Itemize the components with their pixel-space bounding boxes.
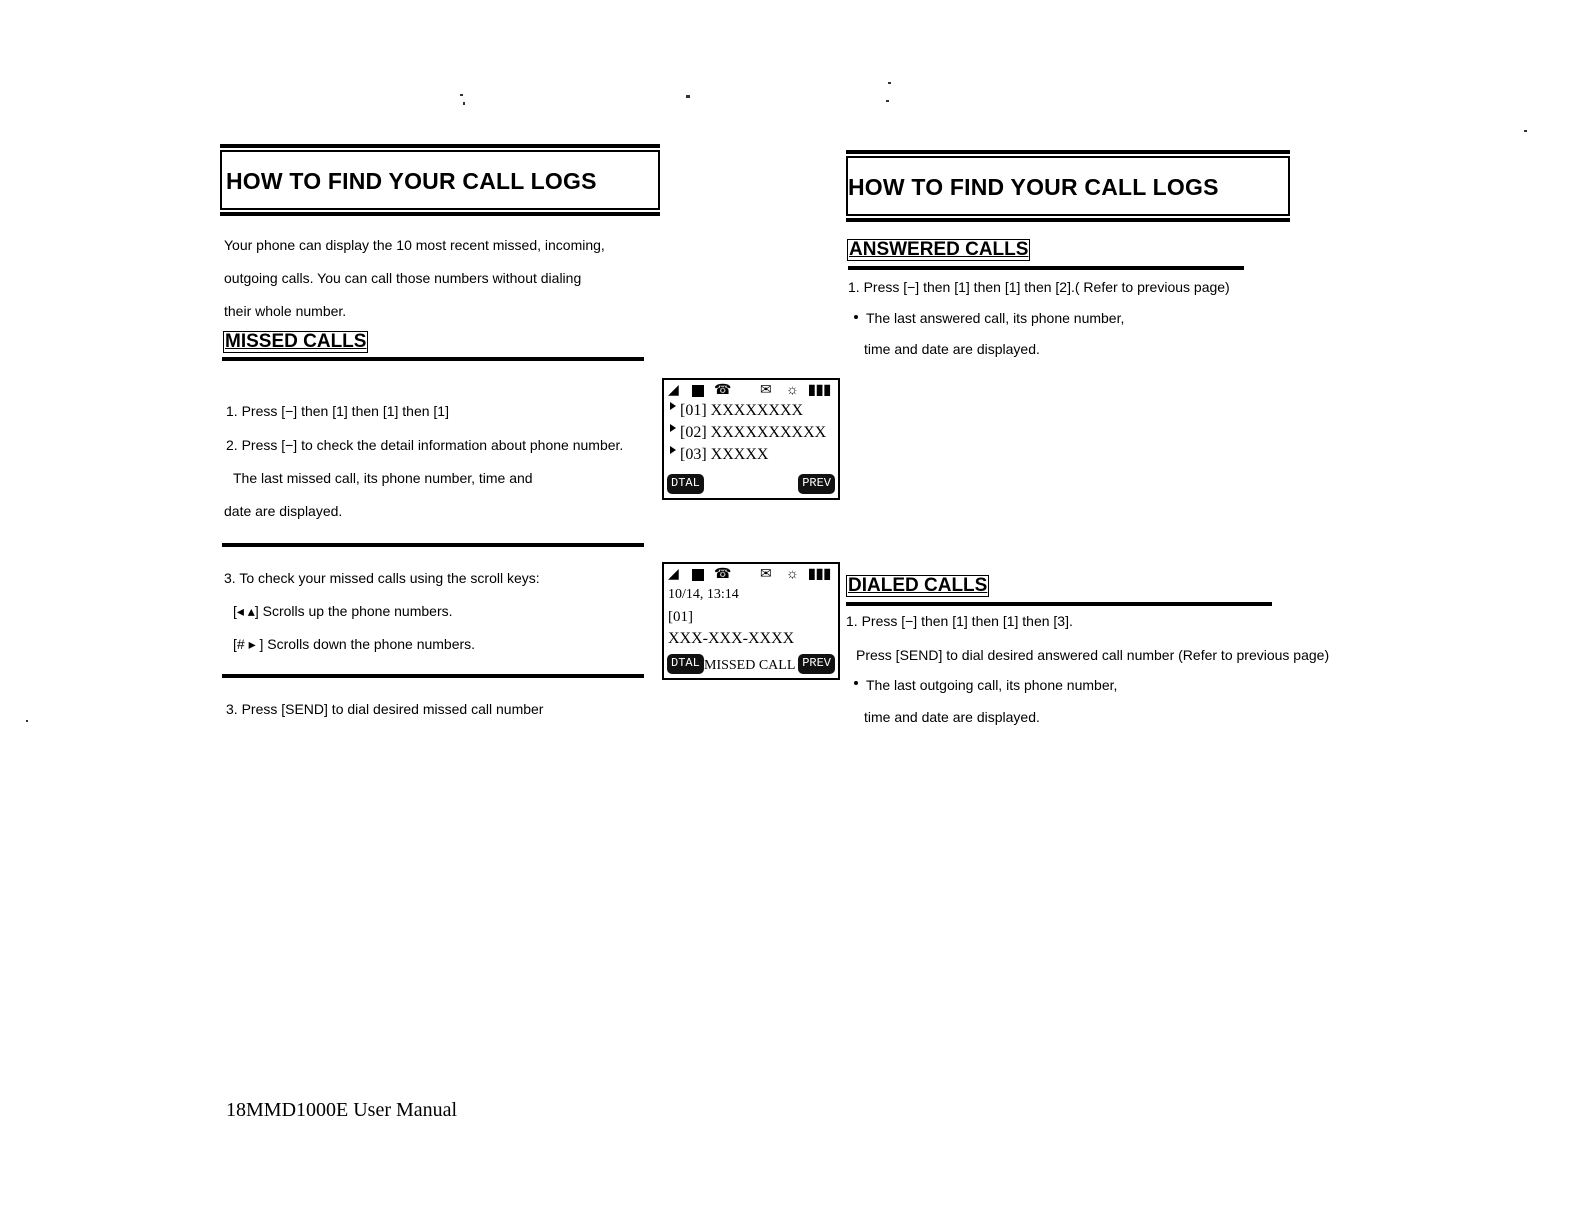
call-list-row: [03] XXXXX bbox=[670, 446, 768, 464]
intro-line-3: their whole number. bbox=[224, 303, 347, 319]
scan-speck bbox=[886, 100, 889, 102]
scroll-up-text: [◂ ▴] Scrolls up the phone numbers. bbox=[233, 603, 453, 619]
battery-icon: ▮▮▮ bbox=[808, 567, 832, 582]
alarm-icon: ☼ bbox=[786, 567, 799, 582]
missed-step-2-note-b: date are displayed. bbox=[224, 503, 343, 519]
scan-speck bbox=[888, 82, 891, 84]
missed-step-1: 1. Press [−] then [1] then [1] then [1] bbox=[226, 403, 449, 419]
answered-note-b: time and date are displayed. bbox=[864, 341, 1040, 357]
alarm-icon: ☼ bbox=[786, 383, 799, 398]
sim-icon bbox=[692, 385, 704, 397]
right-title-box bbox=[846, 156, 1290, 216]
call-list-row: [01] XXXXXXXX bbox=[670, 402, 803, 420]
section-rule bbox=[222, 357, 644, 361]
call-number: XXX-XXX-XXXX bbox=[668, 630, 795, 647]
title-bottom-rule bbox=[846, 218, 1290, 222]
scroll-down-text: [# ▸ ] Scrolls down the phone numbers. bbox=[233, 636, 476, 652]
detail-softkey: DTAL bbox=[667, 474, 704, 494]
bullet-icon bbox=[854, 315, 858, 319]
dialed-note-a: The last outgoing call, its phone number, bbox=[866, 677, 1118, 693]
sim-icon bbox=[692, 569, 704, 581]
pointer-icon bbox=[670, 424, 676, 432]
section-rule bbox=[222, 674, 644, 678]
bullet-icon bbox=[854, 681, 858, 685]
detail-softkey: DTAL bbox=[667, 654, 704, 674]
envelope-icon: ✉ bbox=[760, 383, 772, 398]
call-status: MISSED CALL bbox=[704, 658, 796, 673]
pointer-icon bbox=[670, 446, 676, 454]
status-bar bbox=[666, 566, 836, 584]
missed-step-3: 3. To check your missed calls using the scroll keys: bbox=[224, 570, 540, 586]
answered-calls-heading: ANSWERED CALLS bbox=[849, 239, 1029, 260]
section-rule bbox=[846, 602, 1272, 606]
section-rule bbox=[222, 543, 644, 547]
phone-icon: ☎ bbox=[714, 383, 732, 398]
page-title: HOW TO FIND YOUR CALL LOGS bbox=[226, 168, 597, 194]
title-top-rule bbox=[846, 150, 1290, 154]
intro-line-1: Your phone can display the 10 most recent missed, incoming, bbox=[224, 237, 605, 253]
signal-icon: ◢ bbox=[668, 383, 679, 398]
footer-manual-title: 18MMD1000E User Manual bbox=[226, 1099, 458, 1121]
pointer-icon bbox=[670, 402, 676, 410]
call-date: 10/14, 13:14 bbox=[668, 587, 739, 602]
scan-speck bbox=[26, 720, 28, 722]
missed-calls-heading: MISSED CALLS bbox=[225, 331, 367, 352]
dialed-step-1: 1. Press [−] then [1] then [1] then [3]. bbox=[846, 613, 1073, 629]
prev-softkey: PREV bbox=[798, 654, 835, 674]
envelope-icon: ✉ bbox=[760, 567, 772, 582]
page-title: HOW TO FIND YOUR CALL LOGS bbox=[848, 174, 1219, 200]
dialed-calls-heading: DIALED CALLS bbox=[848, 575, 988, 596]
dialed-step-2: Press [SEND] to dial desired answered call number (Refer to previous page) bbox=[856, 647, 1330, 663]
scan-speck bbox=[460, 94, 463, 96]
signal-icon: ◢ bbox=[668, 567, 679, 582]
scan-speck bbox=[686, 95, 690, 98]
prev-softkey: PREV bbox=[798, 474, 835, 494]
call-index: [01] bbox=[668, 609, 693, 625]
phone-screen-call-detail bbox=[662, 562, 840, 680]
battery-icon: ▮▮▮ bbox=[808, 383, 832, 398]
left-title-box bbox=[220, 150, 660, 210]
scan-speck bbox=[463, 102, 465, 105]
answered-step-1: 1. Press [−] then [1] then [1] then [2].( Refer to previous page) bbox=[848, 279, 1230, 295]
missed-step-send: 3. Press [SEND] to dial desired missed call number bbox=[226, 701, 544, 717]
answered-note-a: The last answered call, its phone number, bbox=[866, 310, 1125, 326]
intro-line-2: outgoing calls. You can call those numbers without dialing bbox=[224, 270, 582, 286]
missed-step-2-note-a: The last missed call, its phone number, time and bbox=[233, 470, 533, 486]
title-bottom-rule bbox=[220, 212, 660, 216]
scan-speck bbox=[1524, 130, 1527, 132]
status-bar bbox=[666, 382, 836, 400]
section-rule bbox=[848, 266, 1244, 270]
title-top-rule bbox=[220, 144, 660, 148]
missed-step-2: 2. Press [−] to check the detail information about phone number. bbox=[226, 437, 624, 453]
phone-screen-call-list bbox=[662, 378, 840, 500]
call-list-row: [02] XXXXXXXXXX bbox=[670, 424, 826, 442]
phone-icon: ☎ bbox=[714, 567, 732, 582]
dialed-note-b: time and date are displayed. bbox=[864, 709, 1040, 725]
